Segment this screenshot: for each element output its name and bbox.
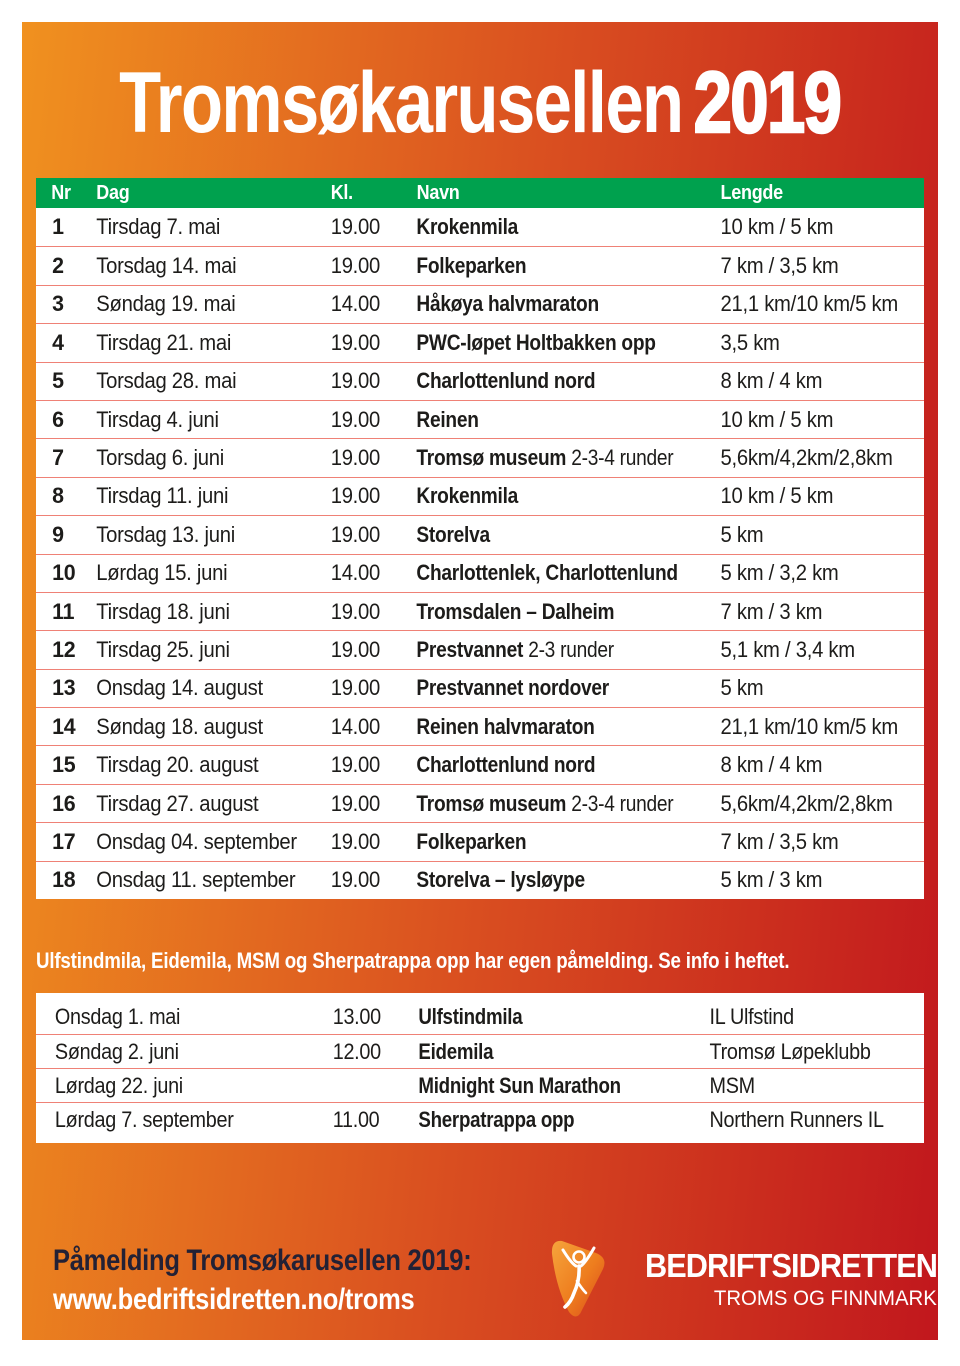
event-time: 14.00	[330, 713, 381, 739]
event-day: Lørdag 15. juni	[96, 560, 228, 586]
event-day: Søndag 18. august	[96, 713, 263, 739]
event-time: 19.00	[330, 867, 381, 893]
event-day: Tirsdag 18. juni	[96, 598, 230, 624]
event-name	[413, 599, 671, 625]
event-number: 7	[52, 445, 64, 471]
event-time: 19.00	[330, 253, 381, 279]
event-name-main: Prestvannet nordover	[416, 675, 609, 701]
bedriftsidretten-logo	[545, 1236, 937, 1324]
event-time: 19.00	[330, 214, 381, 240]
event-name-note: 2-3-4 runder	[571, 445, 674, 471]
event-row	[36, 246, 924, 284]
event-distance: 7 km / 3,5 km	[720, 253, 839, 279]
event-row	[36, 784, 924, 822]
event-name-main: Krokenmila	[416, 214, 519, 240]
event-row	[36, 745, 924, 783]
event-day: Torsdag 28. mai	[96, 368, 237, 394]
event-time: 19.00	[330, 368, 381, 394]
event-number: 17	[52, 828, 76, 854]
event-time: 13.00	[332, 1004, 381, 1029]
event-name	[413, 790, 674, 817]
event-time: 19.00	[330, 406, 381, 432]
event-club: Tromsø Løpeklubb	[709, 1038, 871, 1064]
event-day: Torsdag 13. juni	[96, 521, 235, 547]
event-day: Onsdag 04. september	[96, 828, 297, 854]
event-club: Northern Runners IL	[709, 1106, 884, 1132]
event-day: Torsdag 14. mai	[96, 253, 237, 279]
event-day: Onsdag 11. september	[96, 867, 296, 893]
event-time: 19.00	[330, 521, 381, 547]
event-time: 19.00	[330, 790, 381, 816]
event-day: Søndag 19. mai	[96, 291, 236, 317]
event-day: Torsdag 6. juni	[96, 445, 224, 471]
event-name	[413, 752, 671, 778]
special-events-table	[36, 993, 924, 1143]
signup-info	[53, 1244, 545, 1316]
event-day: Tirsdag 27. august	[96, 790, 259, 816]
event-time: 11.00	[332, 1106, 380, 1132]
event-row	[36, 861, 924, 899]
event-time: 19.00	[330, 483, 381, 509]
event-name: Eidemila	[418, 1038, 494, 1064]
event-distance: 3,5 km	[720, 329, 780, 355]
logo-text	[623, 1249, 937, 1311]
event-number: 11	[52, 598, 75, 624]
event-name	[413, 483, 671, 509]
event-day: Tirsdag 11. juni	[96, 483, 229, 509]
event-name-main: Tromsø museum	[416, 790, 567, 816]
event-distance: 5 km / 3,2 km	[720, 560, 839, 586]
event-day: Søndag 2. juni	[54, 1038, 179, 1064]
event-name	[413, 368, 671, 394]
event-row	[36, 400, 924, 438]
event-number: 9	[52, 521, 64, 547]
event-time: 19.00	[330, 636, 381, 662]
event-day: Onsdag 14. august	[96, 675, 263, 701]
event-number: 18	[52, 867, 76, 893]
event-distance: 8 km / 4 km	[720, 752, 823, 778]
event-time: 14.00	[330, 291, 381, 317]
event-name-note: 2-3 runder	[528, 636, 614, 662]
bedriftsidretten-figure-icon	[545, 1236, 611, 1324]
event-distance: 5 km	[720, 675, 764, 701]
event-distance: 5,6km/4,2km/2,8km	[720, 790, 893, 816]
event-name-main: Prestvannet	[416, 636, 524, 662]
logo-name: BEDRIFTSIDRETTEN	[645, 1247, 938, 1285]
events-table-header	[36, 178, 924, 208]
event-name: Ulfstindmila	[418, 1004, 523, 1029]
event-number: 1	[52, 214, 64, 240]
event-name	[413, 445, 674, 471]
event-name-main: Storelva	[416, 521, 490, 547]
event-number: 3	[52, 291, 64, 317]
event-day: Tirsdag 21. mai	[96, 329, 232, 355]
event-distance: 21,1 km/10 km/5 km	[720, 713, 898, 739]
event-number: 5	[52, 368, 64, 394]
special-event-row	[36, 1034, 924, 1068]
event-time: 19.00	[330, 598, 381, 624]
header-navn: Navn	[416, 181, 460, 204]
event-name-main: Krokenmila	[416, 483, 519, 509]
event-distance: 5 km	[720, 521, 764, 547]
event-distance: 10 km / 5 km	[720, 406, 834, 432]
event-name-note: 2-3-4 runder	[571, 790, 674, 816]
event-number: 12	[52, 636, 76, 662]
event-time: 19.00	[330, 445, 381, 471]
event-time: 19.00	[330, 752, 381, 778]
event-name-main: Charlottenlund nord	[416, 368, 596, 394]
event-day: Tirsdag 25. juni	[96, 636, 230, 662]
event-name-main: PWC-løpet Holtbakken opp	[416, 329, 656, 355]
event-row	[36, 592, 924, 630]
event-row	[36, 630, 924, 668]
event-number: 13	[52, 675, 76, 701]
event-distance: 8 km / 4 km	[720, 368, 823, 394]
special-event-row	[36, 1000, 924, 1034]
event-row	[36, 362, 924, 400]
event-number: 14	[52, 713, 76, 739]
event-row	[36, 669, 924, 707]
special-registration-note: Ulfstindmila, Eidemila, MSM og Sherpatrappa opp har egen påmelding. Se info i heftet.	[36, 948, 790, 973]
event-club: MSM	[709, 1072, 755, 1098]
event-name	[413, 291, 671, 317]
event-row	[36, 822, 924, 860]
special-event-row	[36, 1068, 924, 1102]
event-time: 19.00	[330, 828, 381, 854]
event-name	[413, 829, 671, 855]
event-name-main: Håkøya halvmaraton	[416, 291, 599, 317]
events-table	[36, 178, 924, 899]
event-distance: 21,1 km/10 km/5 km	[720, 291, 898, 317]
event-distance: 5,1 km / 3,4 km	[720, 636, 855, 662]
header-dag: Dag	[96, 181, 130, 204]
event-time: 12.00	[332, 1038, 381, 1064]
event-name	[413, 522, 671, 548]
events-table-body	[36, 208, 924, 899]
header-lengde: Lengde	[720, 181, 783, 204]
event-distance: 10 km / 5 km	[720, 214, 834, 240]
page-title	[22, 22, 938, 178]
event-name-main: Folkeparken	[416, 253, 527, 279]
event-name-main: Charlottenlek, Charlottenlund	[416, 560, 678, 586]
event-name	[413, 675, 671, 701]
event-distance: 5,6km/4,2km/2,8km	[720, 445, 893, 471]
event-row	[36, 477, 924, 515]
event-number: 2	[52, 253, 64, 279]
event-row	[36, 208, 924, 246]
event-club: IL Ulfstind	[709, 1004, 794, 1029]
header-kl: Kl.	[330, 181, 353, 204]
event-distance: 10 km / 5 km	[720, 483, 834, 509]
event-row	[36, 554, 924, 592]
event-day: Tirsdag 7. mai	[96, 214, 221, 240]
event-row	[36, 707, 924, 745]
event-name-main: Folkeparken	[416, 828, 527, 854]
event-day: Tirsdag 20. august	[96, 752, 259, 778]
event-time: 19.00	[330, 675, 381, 701]
event-name: Sherpatrappa opp	[418, 1106, 575, 1132]
event-day: Onsdag 1. mai	[54, 1004, 181, 1029]
event-number: 4	[52, 329, 64, 355]
event-name-main: Reinen halvmaraton	[416, 713, 595, 739]
poster-background	[22, 22, 938, 1340]
event-time: 19.00	[330, 329, 381, 355]
signup-label: Påmelding Tromsøkarusellen 2019:	[53, 1244, 472, 1277]
event-distance: 5 km / 3 km	[720, 867, 823, 893]
event-day: Lørdag 7. september	[54, 1106, 234, 1132]
event-name-main: Tromsdalen – Dalheim	[416, 598, 615, 624]
title-year: 2019	[693, 55, 841, 151]
event-name-main: Tromsø museum	[416, 445, 567, 471]
event-row	[36, 323, 924, 361]
header-nr: Nr	[51, 181, 71, 204]
event-row	[36, 515, 924, 553]
event-name	[413, 714, 671, 740]
event-name-main: Reinen	[416, 406, 479, 432]
event-distance: 7 km / 3 km	[720, 598, 823, 624]
event-day: Tirsdag 4. juni	[96, 406, 219, 432]
event-name	[413, 214, 671, 240]
event-name	[413, 253, 671, 279]
signup-url: www.bedriftsidretten.no/troms	[53, 1283, 415, 1316]
event-row	[36, 285, 924, 323]
event-name: Midnight Sun Marathon	[418, 1072, 621, 1098]
event-time: 14.00	[330, 560, 381, 586]
footer	[53, 1230, 938, 1330]
event-name	[413, 560, 678, 586]
title-main: Tromsøkarusellen	[119, 55, 683, 151]
event-row	[36, 438, 924, 476]
event-name-main: Charlottenlund nord	[416, 752, 596, 778]
event-number: 6	[52, 406, 64, 432]
special-events-table-body	[36, 1000, 924, 1136]
event-name	[413, 330, 671, 356]
event-distance: 7 km / 3,5 km	[720, 828, 839, 854]
event-name	[413, 637, 671, 663]
special-event-row	[36, 1102, 924, 1136]
event-name	[413, 867, 671, 893]
event-number: 16	[52, 790, 76, 816]
logo-subtitle: TROMS OG FINNMARK	[714, 1286, 938, 1310]
event-name-main: Storelva – lysløype	[416, 867, 585, 893]
event-number: 8	[52, 483, 64, 509]
event-number: 10	[52, 560, 76, 586]
event-name	[413, 407, 671, 433]
event-number: 15	[52, 752, 76, 778]
event-day: Lørdag 22. juni	[54, 1072, 183, 1098]
